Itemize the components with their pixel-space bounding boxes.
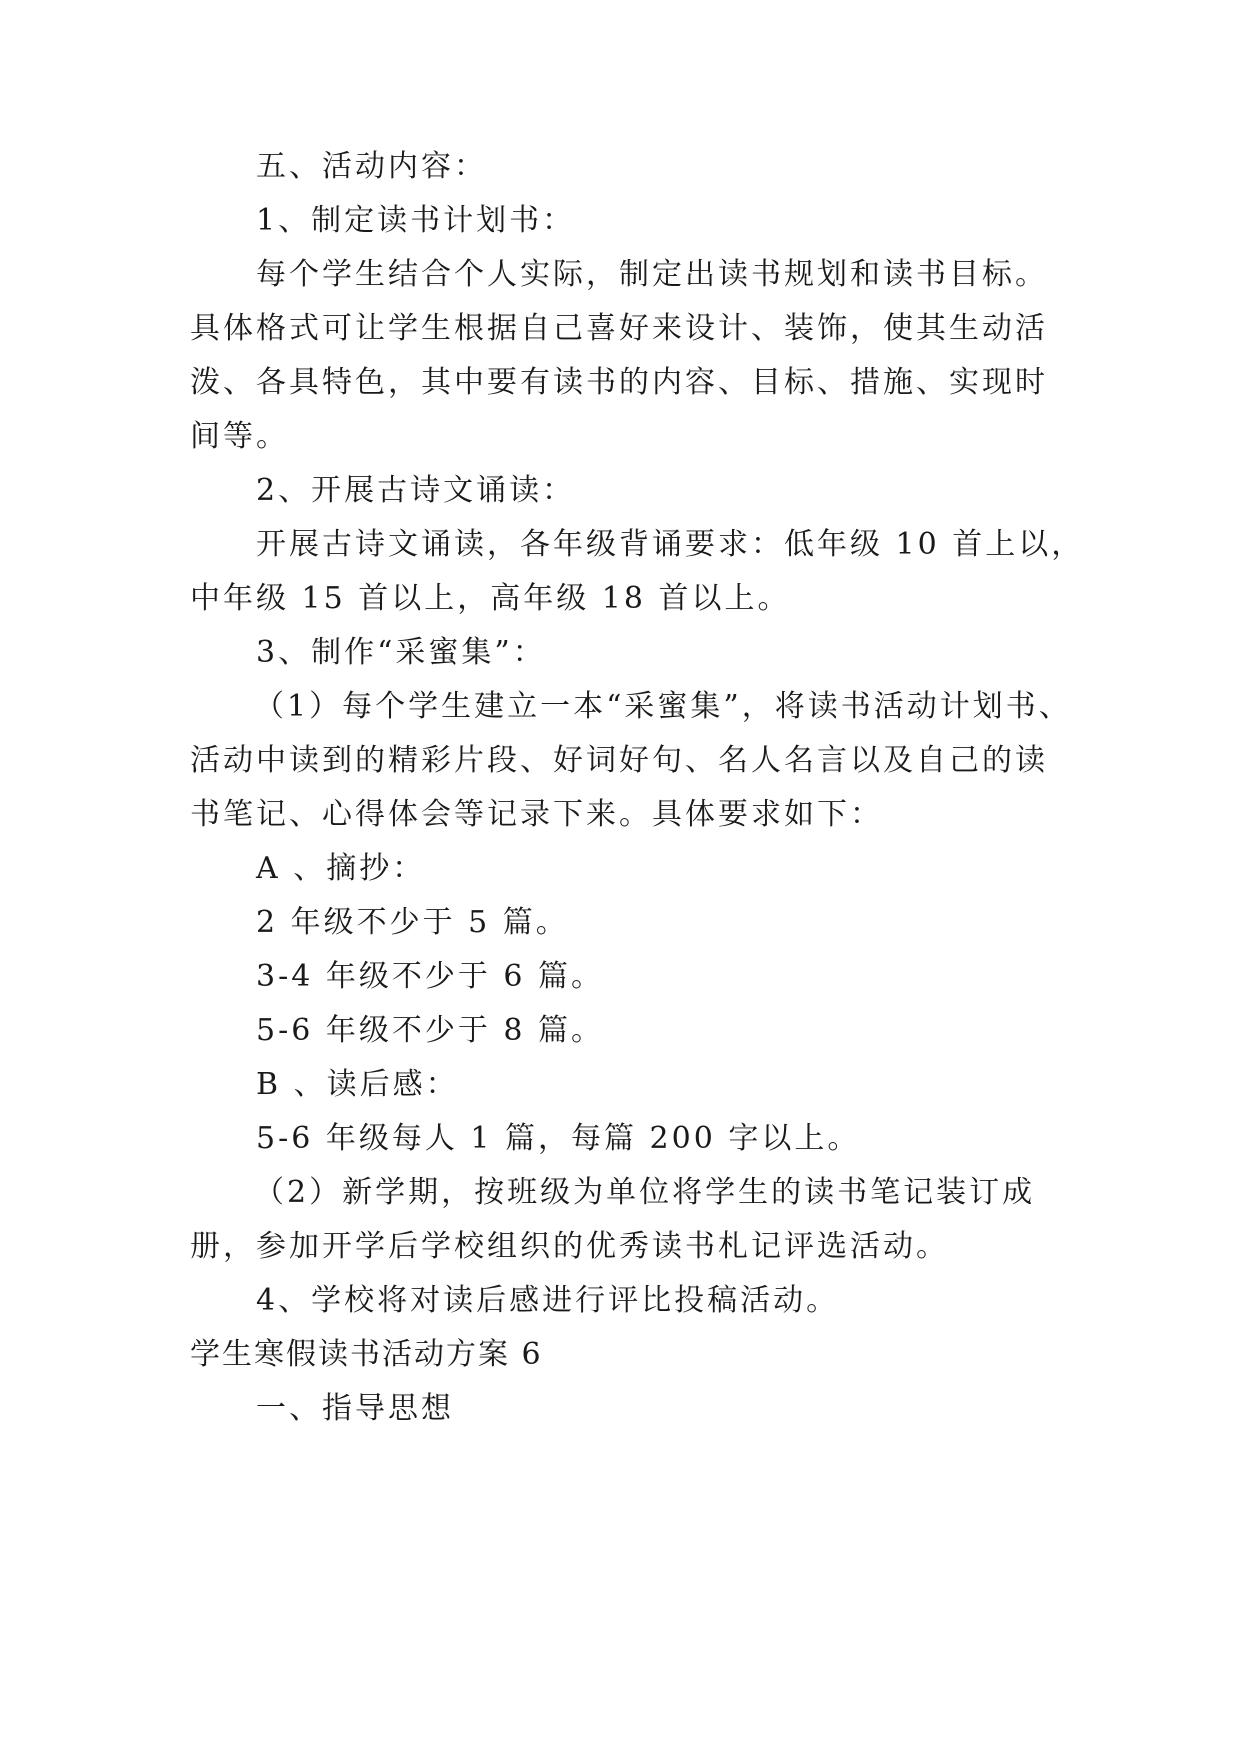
paragraph-line: 每个学生结合个人实际，制定出读书规划和读书目标。 — [256, 257, 1048, 292]
paragraph-line: （1）每个学生建立一本“采蜜集”，将读书活动计划书、 — [254, 689, 1072, 724]
paragraph-line: 泼、各具特色，其中要有读书的内容、目标、措施、实现时 — [190, 365, 1048, 400]
paragraph-line: 书笔记、心得体会等记录下来。具体要求如下： — [190, 797, 883, 832]
section-heading-activity-content: 五、活动内容： — [256, 149, 487, 184]
document-title: 学生寒假读书活动方案 6 — [190, 1337, 543, 1372]
paragraph-line: 间等。 — [190, 419, 289, 454]
paragraph-line: （2）新学期，按班级为单位将学生的读书笔记装订成 — [254, 1175, 1036, 1210]
subitem-b-heading: B 、读后感： — [256, 1067, 459, 1102]
item-3-heading: 3、制作“采蜜集”： — [256, 635, 546, 670]
item-2-heading: 2、开展古诗文诵读： — [256, 473, 576, 508]
list-item: 2 年级不少于 5 篇。 — [256, 905, 569, 940]
section-heading-guiding-ideology: 一、指导思想 — [256, 1391, 454, 1426]
paragraph-line: 活动中读到的精彩片段、好词好句、名人名言以及自己的读 — [190, 743, 1048, 778]
paragraph-line: 中年级 15 首以上，高年级 18 首以上。 — [190, 581, 791, 616]
subitem-a-heading: A 、摘抄： — [256, 851, 426, 886]
list-item: 5-6 年级每人 1 篇，每篇 200 字以上。 — [256, 1121, 861, 1156]
item-4-heading: 4、学校将对读后感进行评比投稿活动。 — [256, 1283, 840, 1318]
paragraph-line: 具体格式可让学生根据自己喜好来设计、装饰，使其生动活 — [190, 311, 1048, 346]
paragraph-line: 册，参加开学后学校组织的优秀读书札记评选活动。 — [190, 1229, 949, 1264]
list-item: 5-6 年级不少于 8 篇。 — [256, 1013, 605, 1048]
list-item: 3-4 年级不少于 6 篇。 — [256, 959, 605, 994]
paragraph-line: 开展古诗文诵读，各年级背诵要求：低年级 10 首上以， — [256, 527, 1085, 562]
item-1-heading: 1、制定读书计划书： — [256, 203, 576, 238]
